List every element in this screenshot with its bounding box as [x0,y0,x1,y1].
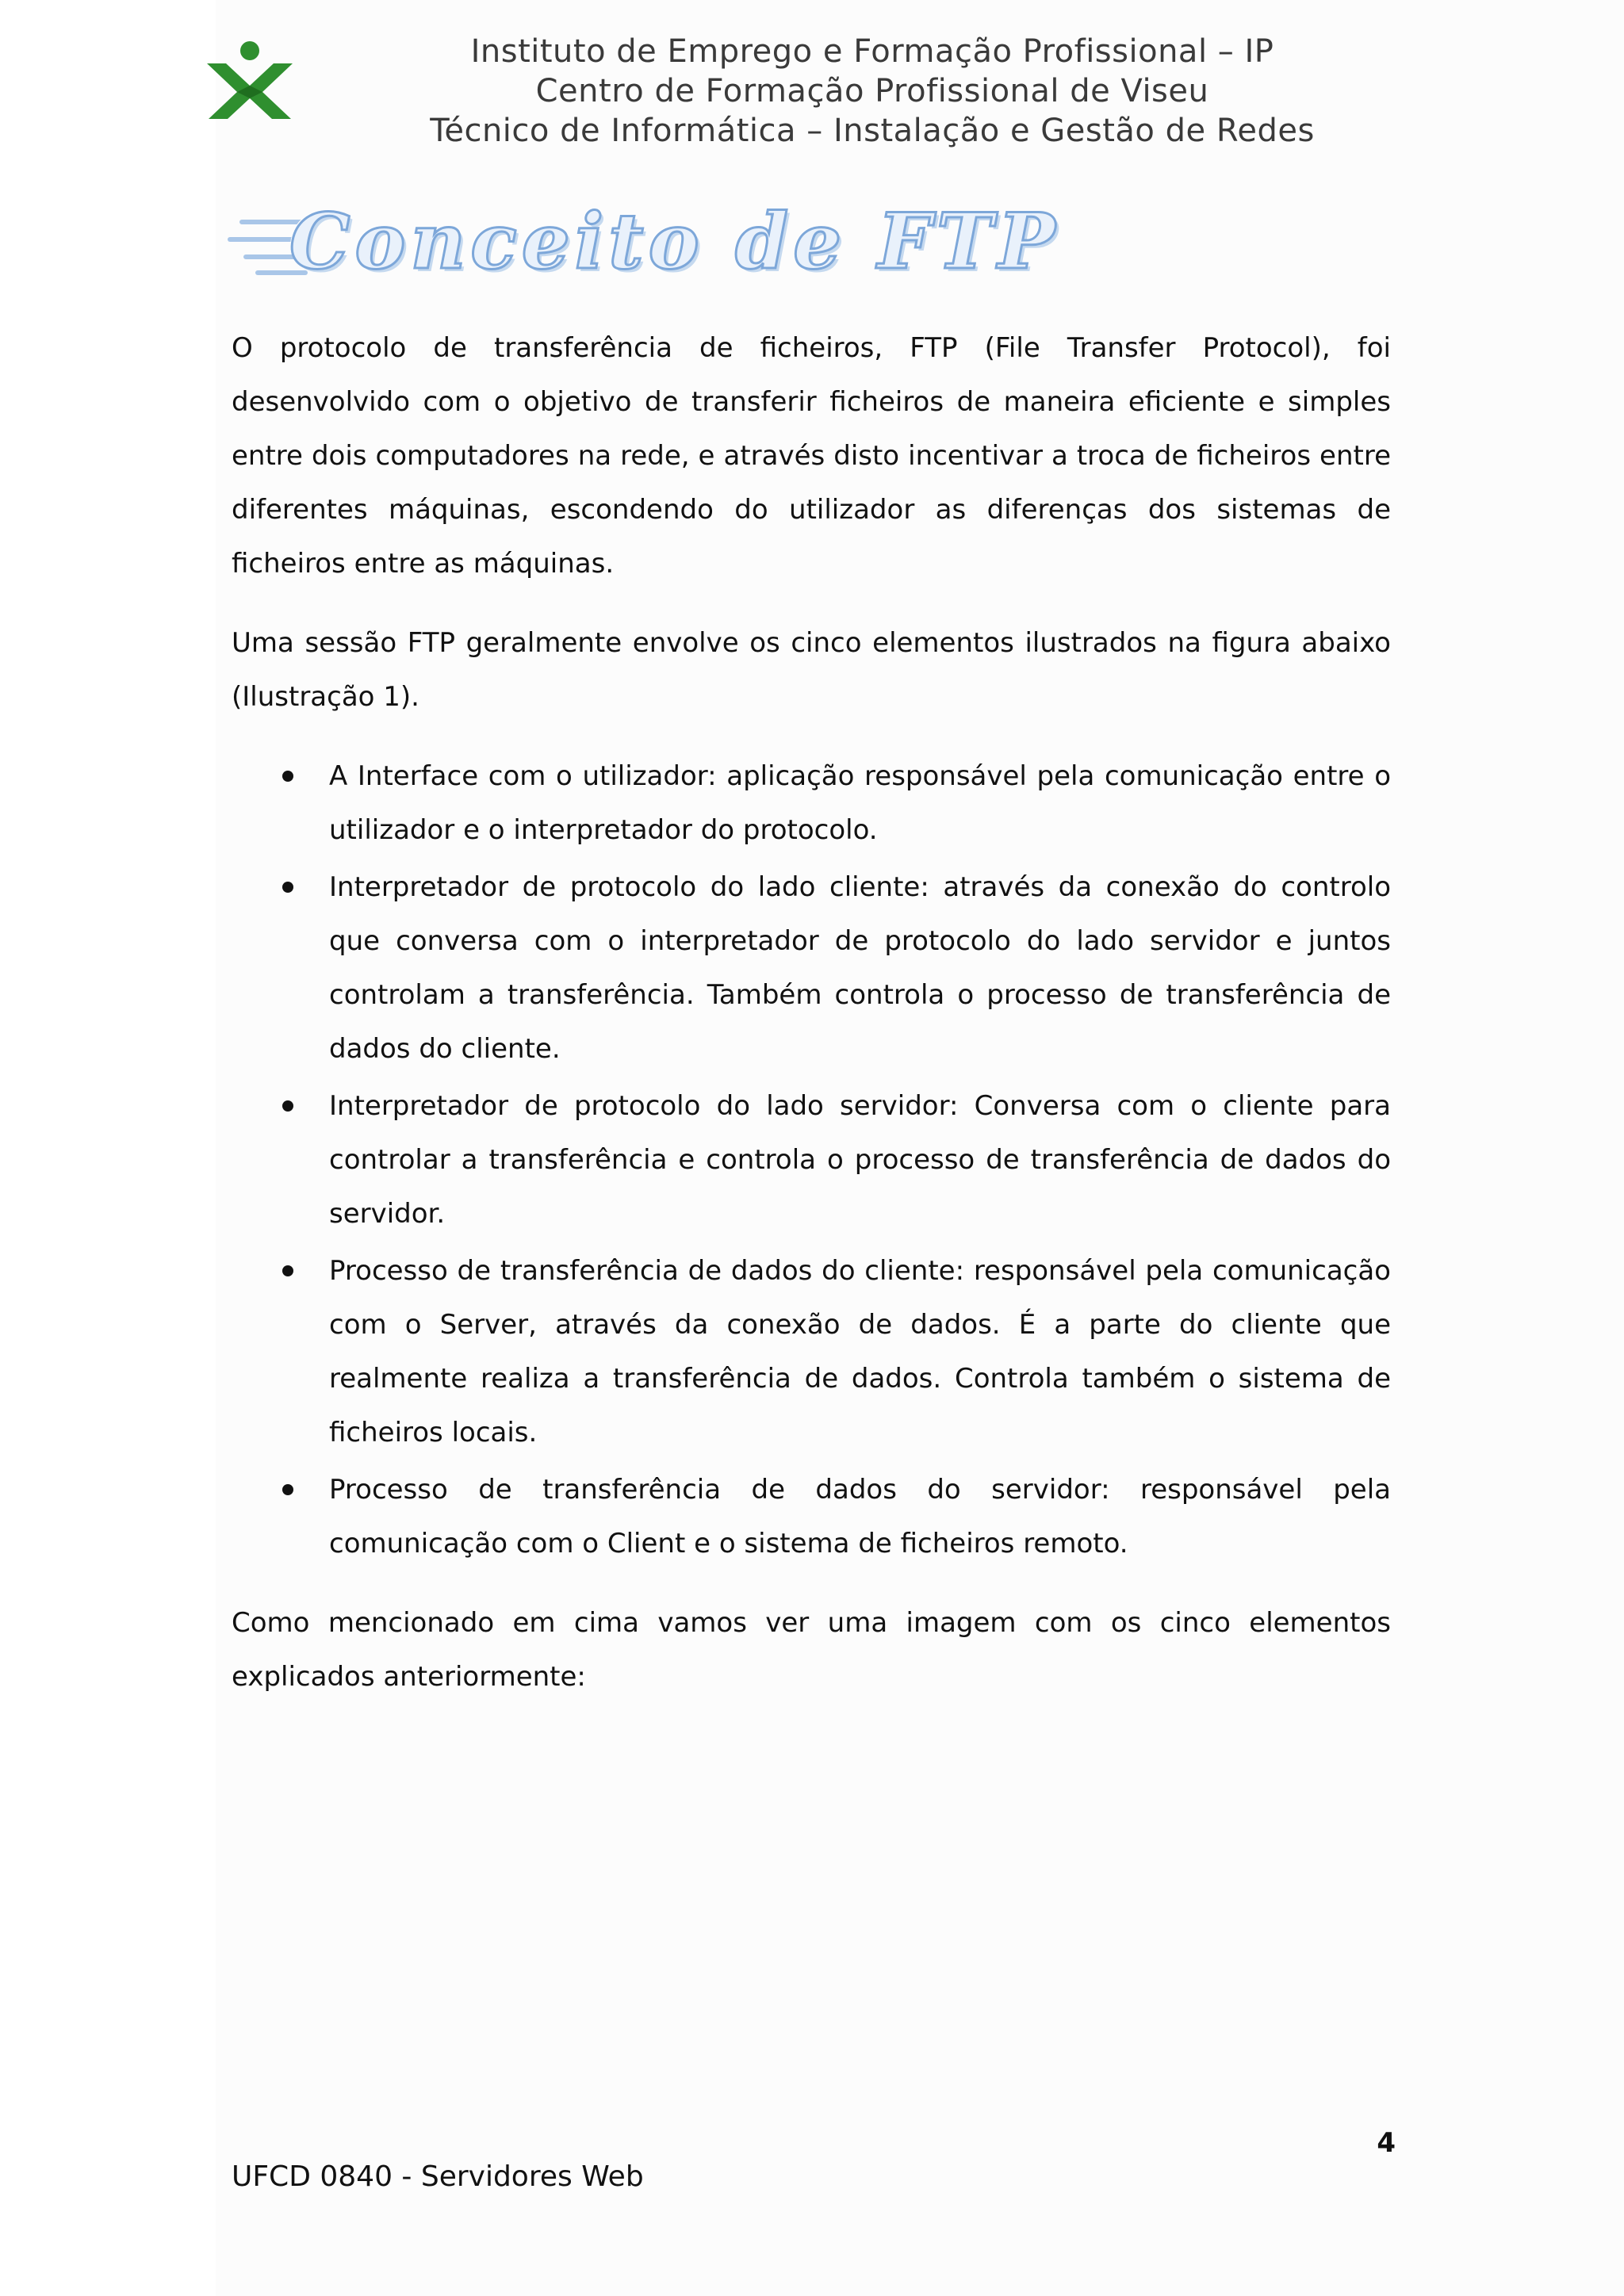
document-body [232,321,1391,1729]
page-header [0,0,1624,159]
bullet-icon [282,1265,293,1276]
header-line-centre: Centro de Formação Profissional de Viseu [535,73,1209,109]
bullet-icon [282,882,293,893]
header-text [317,32,1427,151]
list-item-text: Processo de transferência de dados do servidor: responsável pela comunicação com o Client e o sistema de ficheiros remoto. [329,1474,1391,1559]
elements-list [232,749,1391,1571]
bullet-icon [282,1100,293,1112]
list-item-text: A Interface com o utilizador: aplicação responsável pela comunicação entre o utilizador e o interpretador do protocolo. [329,760,1391,846]
list-item [232,749,1391,857]
header-line-course: Técnico de Informática – Instalação e Gestão de Redes [430,113,1315,149]
iefp-logo-icon [202,40,297,123]
bullet-icon [282,1484,293,1495]
intro-paragraph: O protocolo de transferência de ficheiros, FTP (File Transfer Protocol), foi desenvolvido com o objetivo de transferir ficheiros de maneira eficiente e simples entre dois computadores na rede, e através disto incentivar a troca de ficheiros entre diferentes máquinas, escondendo do utilizador as diferenças dos sistemas de ficheiros entre as máquinas. [232,332,1391,580]
session-paragraph: Uma sessão FTP geralmente envolve os cinco elementos ilustrados na figura abaixo (Ilustração 1). [232,627,1391,713]
list-item-text: Interpretador de protocolo do lado servidor: Conversa com o cliente para controlar a transferência e controla o processo de transferência de dados do servidor. [329,1090,1391,1230]
outro-paragraph: Como mencionado em cima vamos ver uma imagem com os cinco elementos explicados anteriormente: [232,1607,1391,1693]
title-banner [226,190,1146,293]
list-item [232,1244,1391,1460]
list-item [232,860,1391,1076]
list-item-text: Processo de transferência de dados do cliente: responsável pela comunicação com o Server, através da conexão de dados. É a parte do cliente que realmente realiza a transferência de dados. Controla também o sistema de ficheiros locais. [329,1255,1391,1448]
footer-course: UFCD 0840 - Servidores Web [232,2160,644,2193]
bullet-icon [282,771,293,782]
page-number: 4 [1377,2127,1396,2159]
list-item [232,1079,1391,1241]
list-item-text: Interpretador de protocolo do lado cliente: através da conexão do controlo que conversa com o interpretador de protocolo do lado servidor e juntos controlam a transferência. Também controla o processo de transferência de dados do cliente. [329,871,1391,1065]
header-line-institute: Instituto de Emprego e Formação Profissional – IP [470,33,1274,70]
list-item [232,1463,1391,1571]
page-title: Conceito de FTP [289,197,1060,286]
